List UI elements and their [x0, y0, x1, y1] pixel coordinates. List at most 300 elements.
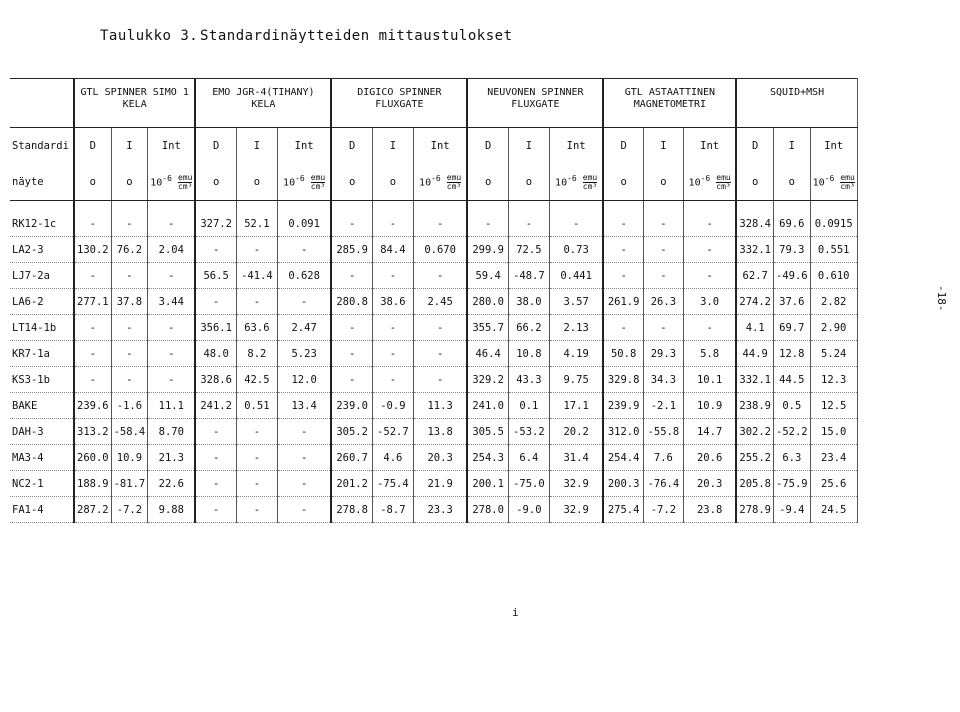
d-value-cell: 241.0 — [467, 393, 508, 419]
int-value-cell: - — [683, 263, 736, 289]
int-value-cell: - — [277, 237, 331, 263]
d-value-cell: - — [603, 237, 643, 263]
column-header-i: I — [372, 128, 413, 165]
unit-degrees-i: o — [643, 164, 683, 201]
int-value-cell: 25.6 — [810, 471, 857, 497]
spacer-cell — [549, 201, 603, 212]
table-row — [10, 237, 857, 263]
i-value-cell: 38.6 — [372, 289, 413, 315]
i-value-cell: 76.2 — [111, 237, 148, 263]
int-value-cell: - — [148, 263, 196, 289]
unit-base: 10 — [150, 177, 163, 188]
unit-base: 10 — [283, 177, 296, 188]
d-value-cell: - — [74, 341, 111, 367]
d-value-cell: 239.9 — [603, 393, 643, 419]
d-value-cell: 205.8 — [736, 471, 773, 497]
i-value-cell: -76.4 — [643, 471, 683, 497]
d-value-cell: 254.3 — [467, 445, 508, 471]
spacer-cell — [683, 201, 736, 212]
spacer-cell — [508, 201, 549, 212]
i-value-cell: 0.51 — [236, 393, 277, 419]
i-value-cell: - — [111, 315, 148, 341]
int-value-cell: 21.3 — [148, 445, 196, 471]
i-value-cell: - — [236, 419, 277, 445]
d-value-cell: 328.6 — [195, 367, 236, 393]
i-value-cell: - — [372, 211, 413, 237]
measurement-table — [10, 78, 858, 523]
table-row — [10, 315, 857, 341]
d-value-cell: 48.0 — [195, 341, 236, 367]
i-value-cell: 42.5 — [236, 367, 277, 393]
i-value-cell: -75.0 — [508, 471, 549, 497]
i-value-cell: - — [236, 497, 277, 523]
int-value-cell: 2.04 — [148, 237, 196, 263]
i-value-cell: 69.7 — [774, 315, 811, 341]
column-header-d: D — [736, 128, 773, 165]
i-value-cell: -7.2 — [643, 497, 683, 523]
column-header-d: D — [331, 128, 372, 165]
unit-base: 10 — [419, 177, 432, 188]
unit-fraction — [447, 174, 461, 191]
sample-name: LA2-3 — [10, 237, 74, 263]
int-value-cell: 20.3 — [683, 471, 736, 497]
d-value-cell: 299.9 — [467, 237, 508, 263]
stray-mark: i — [512, 606, 519, 619]
int-value-cell: 10.1 — [683, 367, 736, 393]
int-value-cell: 10.9 — [683, 393, 736, 419]
int-value-cell: 31.4 — [549, 445, 603, 471]
int-value-cell: 2.90 — [810, 315, 857, 341]
i-value-cell: 84.4 — [372, 237, 413, 263]
int-value-cell: 13.4 — [277, 393, 331, 419]
sample-name: LJ7-2a — [10, 263, 74, 289]
d-value-cell: - — [467, 211, 508, 237]
sample-name: BAKE — [10, 393, 74, 419]
int-value-cell: 17.1 — [549, 393, 603, 419]
d-value-cell: 200.3 — [603, 471, 643, 497]
unit-intensity — [810, 164, 857, 201]
instrument-header: GTL ASTAATTINEN MAGNETOMETRI — [603, 79, 736, 128]
d-value-cell: 188.9 — [74, 471, 111, 497]
i-value-cell: 63.6 — [236, 315, 277, 341]
d-value-cell: 305.5 — [467, 419, 508, 445]
d-value-cell: 278.8 — [331, 497, 372, 523]
d-value-cell: 328.4 — [736, 211, 773, 237]
i-value-cell: 52.1 — [236, 211, 277, 237]
int-value-cell: 0.628 — [277, 263, 331, 289]
int-value-cell: 21.9 — [413, 471, 467, 497]
i-value-cell: 37.6 — [774, 289, 811, 315]
i-value-cell: - — [372, 315, 413, 341]
i-value-cell: -1.6 — [111, 393, 148, 419]
int-value-cell: 2.82 — [810, 289, 857, 315]
int-value-cell: - — [277, 471, 331, 497]
d-value-cell: 238.9 — [736, 393, 773, 419]
table-row — [10, 471, 857, 497]
i-value-cell: - — [236, 289, 277, 315]
unit-denominator: cm³ — [446, 181, 462, 191]
sample-name: RK12-1c — [10, 211, 74, 237]
d-value-cell: - — [603, 211, 643, 237]
i-value-cell: -9.4 — [774, 497, 811, 523]
int-value-cell: - — [413, 211, 467, 237]
d-value-cell: 356.1 — [195, 315, 236, 341]
i-value-cell: -8.7 — [372, 497, 413, 523]
i-value-cell: -53.2 — [508, 419, 549, 445]
d-value-cell: 50.8 — [603, 341, 643, 367]
i-value-cell: -7.2 — [111, 497, 148, 523]
int-value-cell: 2.13 — [549, 315, 603, 341]
column-header-i: I — [236, 128, 277, 165]
spacer-cell — [236, 201, 277, 212]
i-value-cell: 4.6 — [372, 445, 413, 471]
table-row — [10, 419, 857, 445]
corner-cell — [10, 79, 74, 128]
column-header-int: Int — [148, 128, 196, 165]
unit-degrees-i: o — [372, 164, 413, 201]
sample-name: NC2-1 — [10, 471, 74, 497]
int-value-cell: - — [148, 315, 196, 341]
d-value-cell: 287.2 — [74, 497, 111, 523]
spacer-cell — [372, 201, 413, 212]
spacer-cell — [331, 201, 372, 212]
int-value-cell: 0.670 — [413, 237, 467, 263]
int-value-cell: 2.45 — [413, 289, 467, 315]
instrument-header: NEUVONEN SPINNER FLUXGATE — [467, 79, 603, 128]
unit-denominator: cm³ — [310, 181, 326, 191]
d-value-cell: 305.2 — [331, 419, 372, 445]
int-value-cell: 0.610 — [810, 263, 857, 289]
i-value-cell: 6.4 — [508, 445, 549, 471]
sample-name: FA1-4 — [10, 497, 74, 523]
int-value-cell: 3.0 — [683, 289, 736, 315]
table-row — [10, 497, 857, 523]
int-value-cell: 32.9 — [549, 497, 603, 523]
i-value-cell: -81.7 — [111, 471, 148, 497]
unit-intensity — [549, 164, 603, 201]
unit-degrees-d: o — [736, 164, 773, 201]
row-header-label: Standardi — [10, 128, 74, 165]
d-value-cell: 312.0 — [603, 419, 643, 445]
i-value-cell: 69.6 — [774, 211, 811, 237]
int-value-cell: - — [683, 211, 736, 237]
column-header-d: D — [603, 128, 643, 165]
unit-base: 10 — [688, 177, 701, 188]
int-value-cell: 0.0915 — [810, 211, 857, 237]
spacer-cell — [413, 201, 467, 212]
spacer-cell — [810, 201, 857, 212]
d-value-cell: - — [331, 367, 372, 393]
unit-fraction — [178, 174, 192, 191]
d-value-cell: 201.2 — [331, 471, 372, 497]
d-value-cell: 254.4 — [603, 445, 643, 471]
i-value-cell: - — [111, 263, 148, 289]
column-header-d: D — [74, 128, 111, 165]
int-value-cell: - — [277, 445, 331, 471]
int-value-cell: - — [277, 419, 331, 445]
i-value-cell: 0.1 — [508, 393, 549, 419]
i-value-cell: 29.3 — [643, 341, 683, 367]
i-value-cell: 34.3 — [643, 367, 683, 393]
unit-numerator: emu — [582, 172, 598, 182]
spacer-cell — [111, 201, 148, 212]
instrument-header: GTL SPINNER SIMO 1 KELA — [74, 79, 195, 128]
unit-degrees-i: o — [508, 164, 549, 201]
int-value-cell: - — [277, 497, 331, 523]
d-value-cell: 274.2 — [736, 289, 773, 315]
spacer-cell — [148, 201, 196, 212]
int-value-cell: 15.0 — [810, 419, 857, 445]
i-value-cell: - — [372, 263, 413, 289]
i-value-cell: 66.2 — [508, 315, 549, 341]
i-value-cell: - — [643, 263, 683, 289]
int-value-cell: 4.19 — [549, 341, 603, 367]
unit-base: 10 — [812, 177, 825, 188]
i-value-cell: -55.8 — [643, 419, 683, 445]
int-value-cell: 11.3 — [413, 393, 467, 419]
sample-name: LT14-1b — [10, 315, 74, 341]
i-value-cell: 8.2 — [236, 341, 277, 367]
int-value-cell: 5.24 — [810, 341, 857, 367]
d-value-cell: - — [74, 211, 111, 237]
unit-exponent: -6 — [431, 173, 441, 183]
column-header-d: D — [195, 128, 236, 165]
i-value-cell: 72.5 — [508, 237, 549, 263]
unit-exponent: -6 — [295, 173, 305, 183]
d-value-cell: - — [331, 341, 372, 367]
column-header-int: Int — [277, 128, 331, 165]
d-value-cell: - — [195, 445, 236, 471]
sample-name: KR7-1a — [10, 341, 74, 367]
table-row — [10, 367, 857, 393]
d-value-cell: 260.7 — [331, 445, 372, 471]
d-value-cell: - — [603, 263, 643, 289]
d-value-cell: - — [74, 263, 111, 289]
int-value-cell: 3.57 — [549, 289, 603, 315]
i-value-cell: - — [111, 341, 148, 367]
d-value-cell: 130.2 — [74, 237, 111, 263]
unit-fraction — [311, 174, 325, 191]
i-value-cell: - — [643, 315, 683, 341]
unit-numerator: emu — [310, 172, 326, 182]
unit-degrees-d: o — [603, 164, 643, 201]
int-value-cell: - — [683, 315, 736, 341]
int-value-cell: 5.8 — [683, 341, 736, 367]
int-value-cell: 5.23 — [277, 341, 331, 367]
unit-base: 10 — [555, 177, 568, 188]
int-value-cell: 12.5 — [810, 393, 857, 419]
column-header-int: Int — [810, 128, 857, 165]
d-value-cell: - — [603, 315, 643, 341]
d-value-cell: 62.7 — [736, 263, 773, 289]
int-value-cell: 32.9 — [549, 471, 603, 497]
d-value-cell: 239.6 — [74, 393, 111, 419]
d-value-cell: 44.9 — [736, 341, 773, 367]
i-value-cell: 43.3 — [508, 367, 549, 393]
table-row — [10, 341, 857, 367]
int-value-cell: - — [148, 211, 196, 237]
int-value-cell: - — [413, 263, 467, 289]
table-row — [10, 445, 857, 471]
unit-denominator: cm³ — [582, 181, 598, 191]
d-value-cell: - — [331, 315, 372, 341]
int-value-cell: - — [413, 315, 467, 341]
i-value-cell: - — [111, 367, 148, 393]
d-value-cell: - — [195, 419, 236, 445]
int-value-cell: - — [413, 341, 467, 367]
d-value-cell: 302.2 — [736, 419, 773, 445]
int-value-cell: 0.551 — [810, 237, 857, 263]
spacer-cell — [277, 201, 331, 212]
d-value-cell: 260.0 — [74, 445, 111, 471]
d-value-cell: - — [195, 471, 236, 497]
d-value-cell: - — [331, 263, 372, 289]
spacer-cell — [603, 201, 643, 212]
unit-denominator: cm³ — [716, 181, 731, 191]
unit-intensity — [277, 164, 331, 201]
i-value-cell: -75.9 — [774, 471, 811, 497]
d-value-cell: 275.4 — [603, 497, 643, 523]
int-value-cell: - — [413, 367, 467, 393]
unit-degrees-d: o — [467, 164, 508, 201]
d-value-cell: 4.1 — [736, 315, 773, 341]
d-value-cell: 329.8 — [603, 367, 643, 393]
column-header-i: I — [774, 128, 811, 165]
int-value-cell: - — [683, 237, 736, 263]
column-header-i: I — [508, 128, 549, 165]
spacer-cell — [74, 201, 111, 212]
int-value-cell: 0.091 — [277, 211, 331, 237]
int-value-cell: 23.8 — [683, 497, 736, 523]
i-value-cell: 38.0 — [508, 289, 549, 315]
i-value-cell: 7.6 — [643, 445, 683, 471]
i-value-cell: - — [643, 237, 683, 263]
d-value-cell: 261.9 — [603, 289, 643, 315]
unit-degrees-d: o — [74, 164, 111, 201]
i-value-cell: - — [372, 367, 413, 393]
spacer-cell — [643, 201, 683, 212]
i-value-cell: -75.4 — [372, 471, 413, 497]
column-header-int: Int — [683, 128, 736, 165]
sample-name: KS3-1b — [10, 367, 74, 393]
instrument-header: DIGICO SPINNER FLUXGATE — [331, 79, 467, 128]
i-value-cell: - — [236, 445, 277, 471]
spacer-cell — [195, 201, 236, 212]
unit-numerator: emu — [177, 172, 193, 182]
unit-intensity — [683, 164, 736, 201]
table-row — [10, 393, 857, 419]
int-value-cell: 20.3 — [413, 445, 467, 471]
unit-degrees-i: o — [236, 164, 277, 201]
unit-exponent: -6 — [162, 173, 172, 183]
i-value-cell: 10.9 — [111, 445, 148, 471]
int-value-cell: 9.88 — [148, 497, 196, 523]
int-value-cell: 0.441 — [549, 263, 603, 289]
int-value-cell: - — [277, 289, 331, 315]
int-value-cell: 23.4 — [810, 445, 857, 471]
i-value-cell: -52.7 — [372, 419, 413, 445]
d-value-cell: - — [195, 497, 236, 523]
unit-degrees-i: o — [111, 164, 148, 201]
d-value-cell: 56.5 — [195, 263, 236, 289]
d-value-cell: - — [195, 237, 236, 263]
i-value-cell: -58.4 — [111, 419, 148, 445]
row-header-label-2: näyte — [10, 164, 74, 201]
i-value-cell: - — [372, 341, 413, 367]
i-value-cell: -0.9 — [372, 393, 413, 419]
spacer-cell — [736, 201, 773, 212]
i-value-cell: -41.4 — [236, 263, 277, 289]
unit-exponent: -6 — [567, 173, 577, 183]
column-header-i: I — [111, 128, 148, 165]
d-value-cell: 332.1 — [736, 367, 773, 393]
int-value-cell: 9.75 — [549, 367, 603, 393]
i-value-cell: - — [236, 471, 277, 497]
sample-name: LA6-2 — [10, 289, 74, 315]
table-number: Taulukko 3. — [100, 28, 199, 44]
d-value-cell: 313.2 — [74, 419, 111, 445]
int-value-cell: 12.3 — [810, 367, 857, 393]
unit-intensity — [413, 164, 467, 201]
d-value-cell: - — [195, 289, 236, 315]
int-value-cell: 20.6 — [683, 445, 736, 471]
d-value-cell: 277.1 — [74, 289, 111, 315]
i-value-cell: -48.7 — [508, 263, 549, 289]
int-value-cell: 24.5 — [810, 497, 857, 523]
unit-denominator: cm³ — [177, 181, 193, 191]
d-value-cell: - — [331, 211, 372, 237]
int-value-cell: 20.2 — [549, 419, 603, 445]
d-value-cell: 285.9 — [331, 237, 372, 263]
i-value-cell: - — [643, 211, 683, 237]
d-value-cell: 280.8 — [331, 289, 372, 315]
d-value-cell: 59.4 — [467, 263, 508, 289]
int-value-cell: 23.3 — [413, 497, 467, 523]
unit-degrees-d: o — [331, 164, 372, 201]
unit-numerator: emu — [716, 172, 731, 182]
int-value-cell: 22.6 — [148, 471, 196, 497]
int-value-cell: 13.8 — [413, 419, 467, 445]
i-value-cell: -9.0 — [508, 497, 549, 523]
i-value-cell: -2.1 — [643, 393, 683, 419]
int-value-cell: 2.47 — [277, 315, 331, 341]
sample-name: MA3-4 — [10, 445, 74, 471]
d-value-cell: 46.4 — [467, 341, 508, 367]
d-value-cell: 255.2 — [736, 445, 773, 471]
unit-fraction — [840, 174, 854, 191]
table-title — [100, 28, 513, 44]
int-value-cell: 11.1 — [148, 393, 196, 419]
d-value-cell: 327.2 — [195, 211, 236, 237]
unit-intensity — [148, 164, 196, 201]
spacer-cell — [10, 201, 74, 212]
unit-numerator: emu — [840, 172, 855, 182]
table-caption: Standardinäytteiden mittaustulokset — [200, 28, 513, 44]
int-value-cell: - — [549, 211, 603, 237]
i-value-cell: 10.8 — [508, 341, 549, 367]
unit-fraction — [716, 174, 730, 191]
i-value-cell: - — [508, 211, 549, 237]
unit-denominator: cm³ — [840, 181, 855, 191]
unit-fraction — [583, 174, 597, 191]
spacer-cell — [774, 201, 811, 212]
i-value-cell: 12.8 — [774, 341, 811, 367]
i-value-cell: 0.5 — [774, 393, 811, 419]
d-value-cell: 278.0 — [467, 497, 508, 523]
column-header-int: Int — [413, 128, 467, 165]
i-value-cell: 26.3 — [643, 289, 683, 315]
int-value-cell: 12.0 — [277, 367, 331, 393]
